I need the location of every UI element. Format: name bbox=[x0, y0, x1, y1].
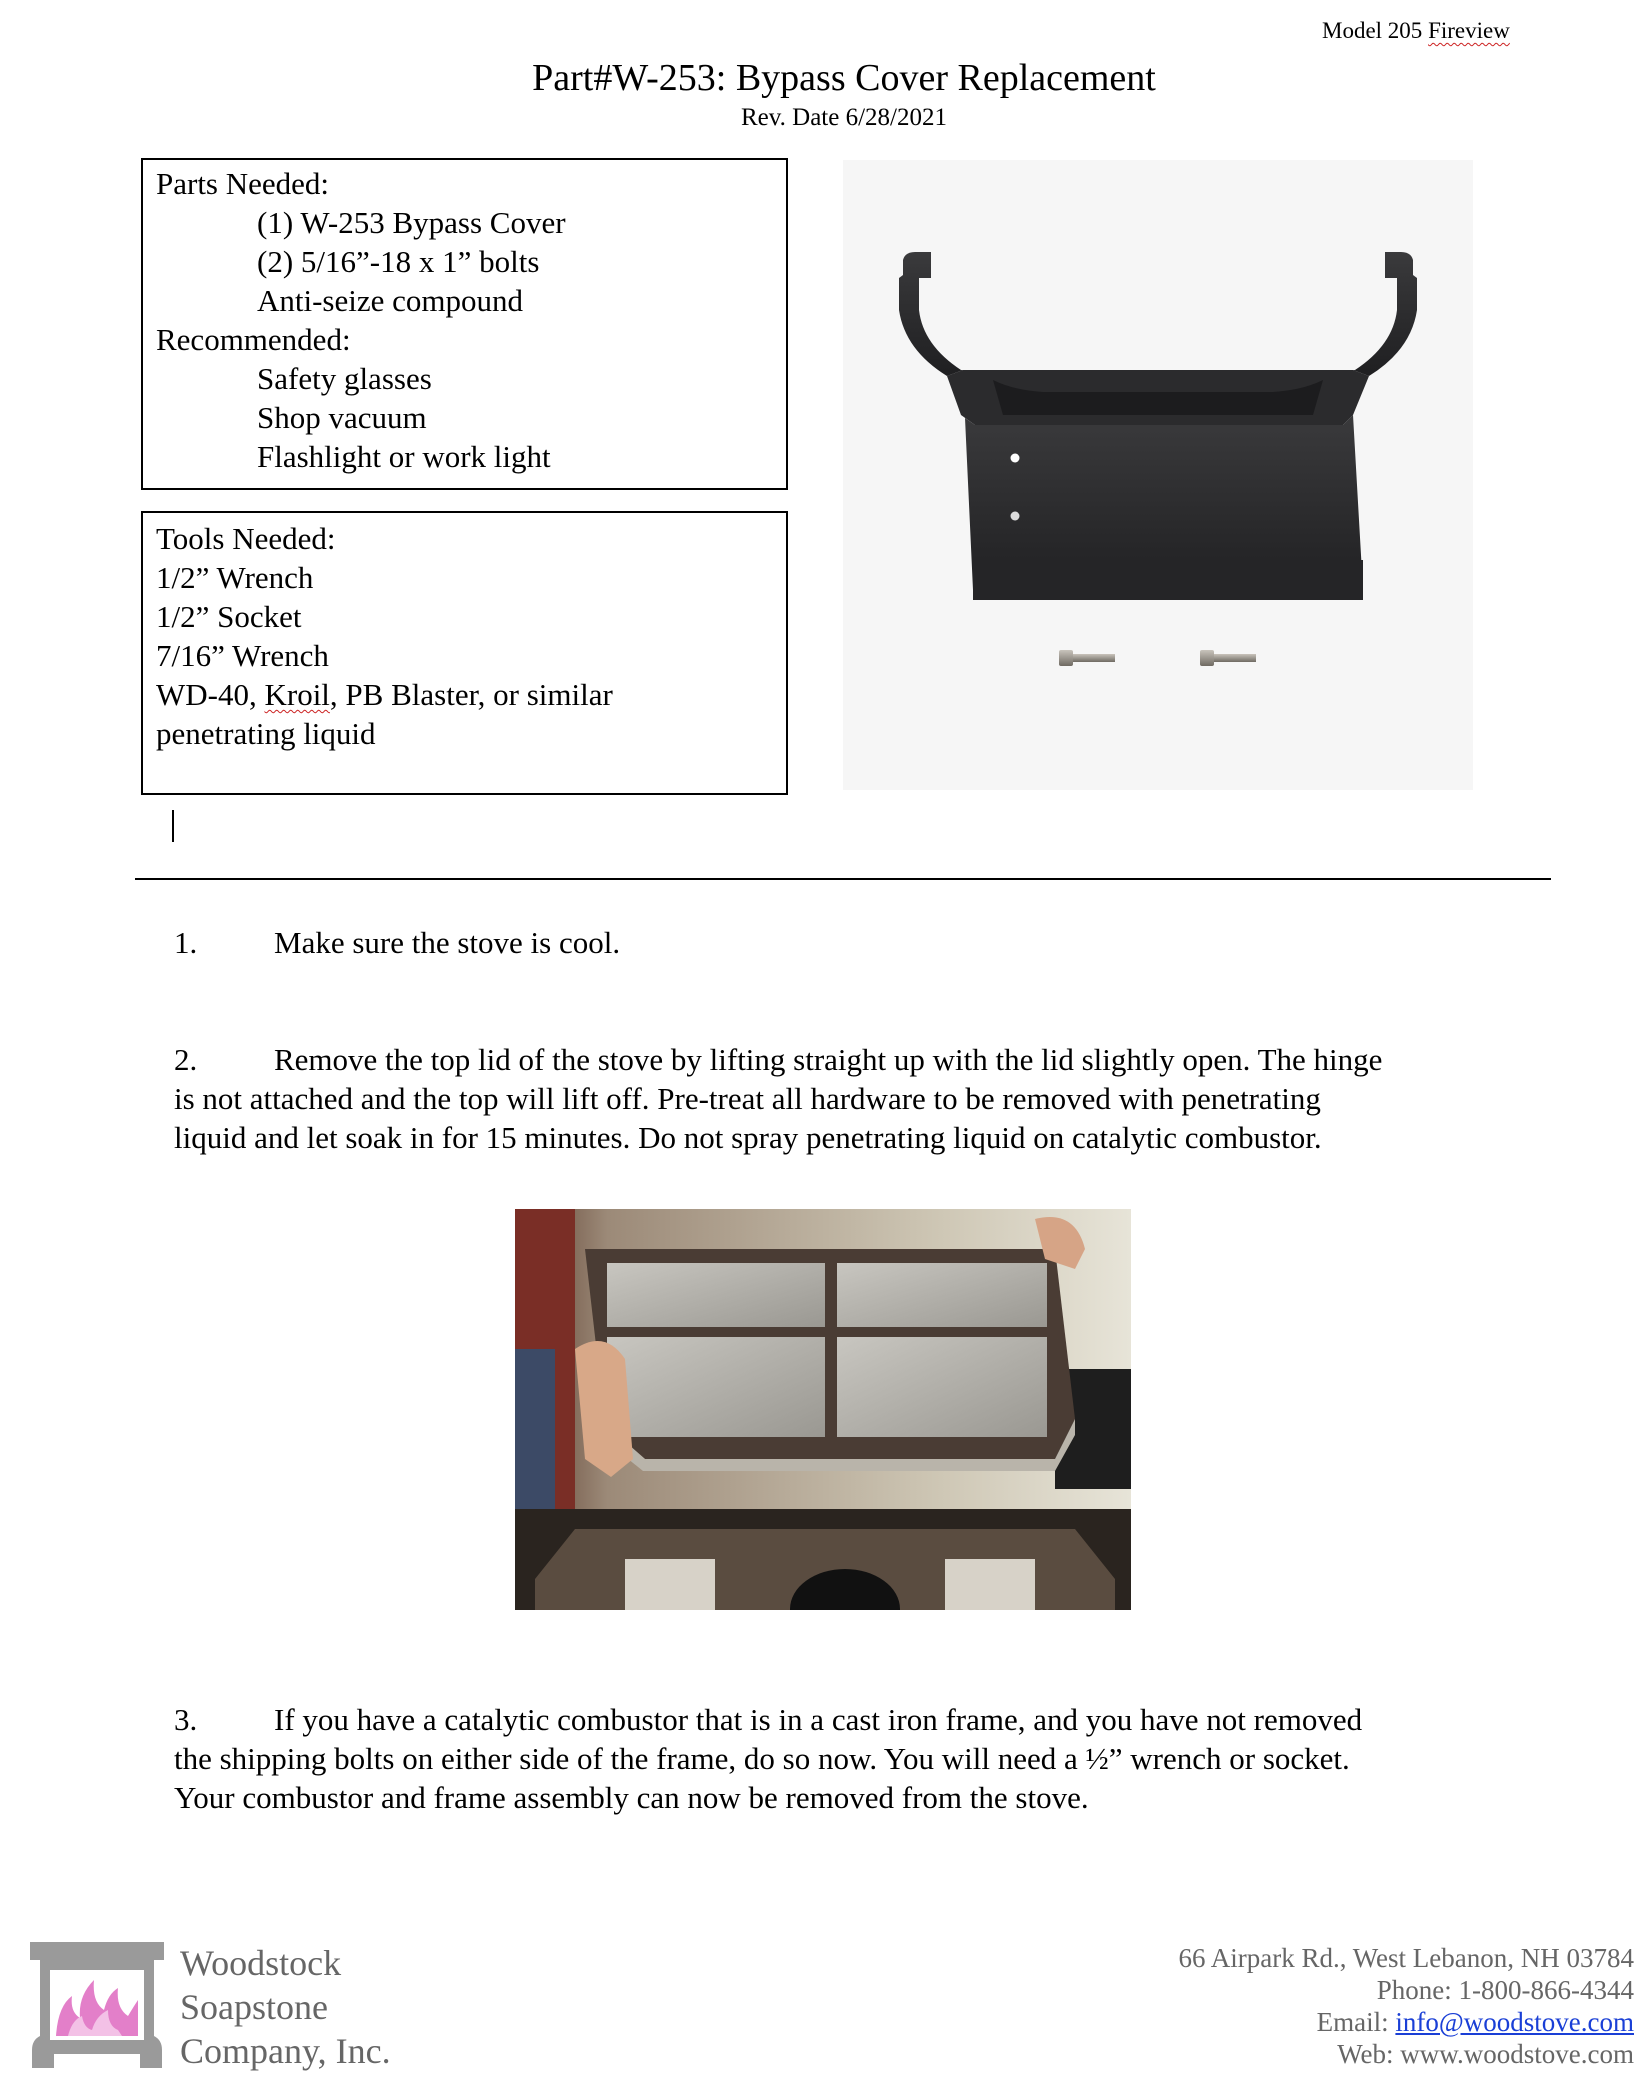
page-title: Part#W-253: Bypass Cover Replacement bbox=[532, 57, 1156, 99]
step-1 bbox=[174, 923, 1504, 962]
parts-item: (2) 5/16”-18 x 1” bolts bbox=[257, 244, 540, 279]
tools-item-penetrants: WD-40, Kroil, PB Blaster, or similar bbox=[156, 677, 613, 712]
parts-item: (1) W-253 Bypass Cover bbox=[257, 205, 566, 240]
contact-info bbox=[1178, 1942, 1634, 2070]
step-text: is not attached and the top will lift off. Pre-treat all hardware to be removed with penetrating bbox=[174, 1081, 1321, 1116]
recommended-item: Flashlight or work light bbox=[257, 439, 551, 474]
model-flagged-word: Fireview bbox=[1428, 18, 1510, 43]
woodstock-stove-logo bbox=[22, 1936, 172, 2074]
parts-heading: Parts Needed: bbox=[156, 166, 330, 201]
step-text: liquid and let soak in for 15 minutes. Do not spray penetrating liquid on catalytic combustor. bbox=[174, 1120, 1322, 1155]
flagged-word: Kroil bbox=[264, 677, 330, 712]
tools-heading: Tools Needed: bbox=[156, 521, 336, 556]
parts-needed-box bbox=[141, 158, 788, 490]
tools-item: 1/2” Socket bbox=[156, 599, 302, 634]
step-text: Make sure the stove is cool. bbox=[274, 925, 621, 960]
step-number: 2. bbox=[174, 1042, 198, 1077]
email-line: Email: info@woodstove.com bbox=[1316, 2007, 1634, 2037]
phone: Phone: 1-800-866-4344 bbox=[1376, 1975, 1634, 2005]
website: Web: www.woodstove.com bbox=[1337, 2039, 1634, 2069]
step-text: Your combustor and frame assembly can now be removed from the stove. bbox=[174, 1780, 1089, 1815]
tools-item: 7/16” Wrench bbox=[156, 638, 329, 673]
bypass-cover-photo bbox=[843, 160, 1473, 790]
parts-item: Anti-seize compound bbox=[257, 283, 524, 318]
text-cursor bbox=[172, 810, 174, 842]
model-label: Model 205 Fireview bbox=[1322, 18, 1510, 43]
recommended-item: Shop vacuum bbox=[257, 400, 427, 435]
address: 66 Airpark Rd., West Lebanon, NH 03784 bbox=[1178, 1943, 1634, 1973]
company-name: Woodstock Soapstone Company, Inc. bbox=[180, 1943, 391, 2071]
step-number: 1. bbox=[174, 925, 198, 960]
tools-item-penetrants-cont: penetrating liquid bbox=[156, 716, 376, 751]
step-3 bbox=[174, 1700, 1504, 1817]
recommended-item: Safety glasses bbox=[257, 361, 432, 396]
horizontal-rule bbox=[135, 878, 1551, 880]
recommended-heading: Recommended: bbox=[156, 322, 351, 357]
tools-item: 1/2” Wrench bbox=[156, 560, 314, 595]
step-text: the shipping bolts on either side of the frame, do so now. You will need a ½” wrench or socket. bbox=[174, 1741, 1350, 1776]
step-2 bbox=[174, 1040, 1504, 1157]
email-link[interactable]: info@woodstove.com bbox=[1395, 2007, 1634, 2037]
step-text: Remove the top lid of the stove by lifting straight up with the lid slightly open. The hinge bbox=[274, 1042, 1383, 1077]
lid-removal-photo bbox=[515, 1209, 1131, 1610]
step-text: If you have a catalytic combustor that is in a cast iron frame, and you have not removed bbox=[274, 1702, 1363, 1737]
revision-date: Rev. Date 6/28/2021 bbox=[741, 104, 947, 131]
step-number: 3. bbox=[174, 1702, 198, 1737]
tools-needed-box bbox=[141, 511, 788, 795]
